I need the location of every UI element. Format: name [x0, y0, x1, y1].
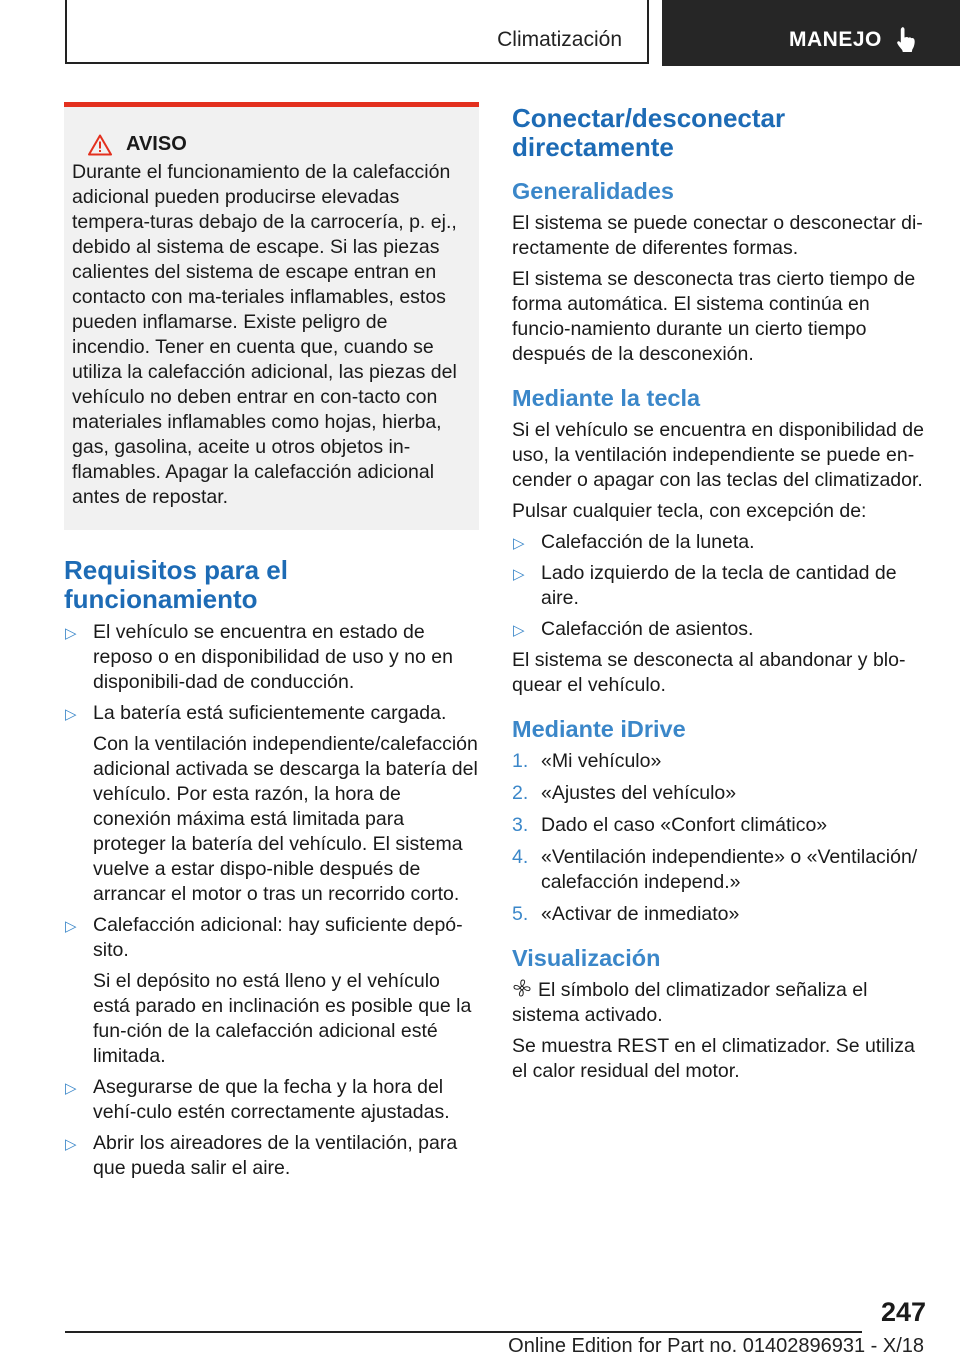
section-title: Climatización	[497, 28, 622, 51]
step-item: 5. «Activar de inmediato»	[512, 903, 740, 925]
warning-box	[64, 102, 479, 530]
step-item: 4. «Ventilación independiente» o «Ventilación/ calefacción independ.»	[512, 846, 918, 893]
display-paragraph-1: El símbolo del climatizador señaliza el sistema activado.	[512, 979, 868, 1026]
list-item-detail: Con la ventilación independiente/calefacción adicional activada se descarga la batería del vehículo. Por esta razón, la hora de conexión máxima está limitada para proteger la batería del vehículo. El sistema vuelve a estar dispo‐nible después de arrancar el motor o tras un recorrido corto.	[93, 733, 478, 905]
key-paragraph-1: Si el vehículo se encuentra en disponibilidad de uso, la ventilación independiente se puede en‐cender o apagar con las teclas del climatizador.	[512, 419, 924, 491]
list-item: ▷ Lado izquierdo de la tecla de cantidad de aire.	[513, 562, 897, 609]
general-paragraph-2: El sistema se desconecta tras cierto tiempo de forma automática. El sistema continúa en funcio‐namiento durante un cierto tiempo después de la desconexión.	[512, 268, 916, 365]
idrive-heading: Mediante iDrive	[512, 716, 686, 742]
bullet-triangle-icon: ▷	[65, 706, 77, 723]
step-item: 2. «Ajustes del vehículo»	[512, 782, 737, 804]
bullet-triangle-icon: ▷	[65, 1080, 77, 1097]
list-item: ▷ Asegurarse de que la fecha y la hora del vehí‐culo estén correctamente ajustadas.	[65, 1076, 450, 1123]
chapter-tab-label: MANEJO	[789, 28, 882, 51]
page-number: 247	[880, 1297, 926, 1327]
step-item: 3. Dado el caso «Confort climático»	[512, 814, 828, 836]
bullet-triangle-icon: ▷	[65, 1136, 77, 1153]
general-heading: Generalidades	[512, 178, 674, 204]
left-column	[64, 100, 479, 1187]
chapter-tab[interactable]	[662, 0, 960, 66]
list-item: ▷ Calefacción adicional: hay suficiente depó‐sito. Si el depósito no está lleno y el vehículo está parado en inclinación es posible que la fun‐ción de la calefacción adicional esté limitada.	[64, 913, 479, 1069]
key-paragraph-3: El sistema se desconecta al abandonar y blo‐quear el vehículo.	[512, 649, 906, 696]
direct-heading: Conectar/desconectar directamente	[512, 103, 786, 162]
list-item: ▷ Calefacción de la luneta.	[512, 530, 930, 555]
warning-title	[88, 133, 469, 156]
list-item: ▷ Abrir los aireadores de la ventilación, para que pueda salir el aire.	[65, 1132, 458, 1179]
warning-text: Durante el funcionamiento de la calefacción adicional pueden producirse elevadas tempera‐turas debajo de la carrocería, p. ej., debido al sistema de escape. Si las piezas calientes del sistema de escape entran en contacto con ma‐teriales inflamables, estos pueden inflamarse. Existe peligro de incendio. Tener en cuenta que, cuando se utiliza la calefacción adicional, las piezas del vehículo no deben entrar en con‐tacto con materiales inflamables como hojas, hierba, gas, gasolina, aceite u otros objetos in‐flamables. Apagar la calefacción adicional antes de repostar.	[72, 161, 457, 508]
list-item: ▷ Calefacción de asientos.	[512, 617, 930, 642]
requirements-heading: Requisitos para el funcionamiento	[64, 555, 288, 614]
step-item: 1. «Mi vehículo»	[512, 750, 662, 772]
footer-divider	[65, 1331, 862, 1333]
list-item: ▷ La batería está suficientemente cargada. Con la ventilación independiente/calefacción adicional activada se descarga la batería del vehículo. Por esta razón, la hora de conexión máxima está limitada para proteger la batería del vehículo. El sistema vuelve a estar dispo‐nible después de arrancar el motor o tras un recorrido corto.	[65, 702, 478, 905]
key-paragraph-2: Pulsar cualquier tecla, con excepción de:	[512, 500, 867, 522]
right-column	[512, 100, 930, 1090]
warning-triangle-icon	[88, 134, 112, 156]
requirements-list	[64, 620, 479, 1181]
pointing-hand-icon	[894, 25, 920, 58]
bullet-triangle-icon: ▷	[65, 918, 77, 935]
display-heading: Visualización	[512, 945, 661, 971]
warning-title-text: AVISO	[126, 133, 187, 155]
bullet-triangle-icon: ▷	[513, 535, 525, 552]
fan-icon	[512, 978, 532, 998]
general-paragraph-1: El sistema se puede conectar o desconectar di‐rectamente de diferentes formas.	[512, 212, 923, 259]
bullet-triangle-icon: ▷	[65, 625, 77, 642]
bullet-triangle-icon: ▷	[513, 566, 525, 583]
list-item-detail: Si el depósito no está lleno y el vehículo está parado en inclinación es posible que la fun‐ción de la calefacción adicional esté limitada.	[93, 970, 472, 1067]
bullet-triangle-icon: ▷	[513, 622, 525, 639]
list-item: ▷ El vehículo se encuentra en estado de reposo o en disponibilidad de uso y no en disponibili‐dad de conducción.	[65, 621, 453, 693]
key-heading: Mediante la tecla	[512, 385, 701, 411]
footer-edition: Online Edition for Part no. 01402896931 - X/18	[508, 1335, 924, 1357]
key-exceptions-list	[512, 530, 930, 642]
idrive-steps	[512, 749, 930, 927]
display-paragraph-2: Se muestra REST en el climatizador. Se utiliza el calor residual del motor.	[512, 1035, 915, 1082]
